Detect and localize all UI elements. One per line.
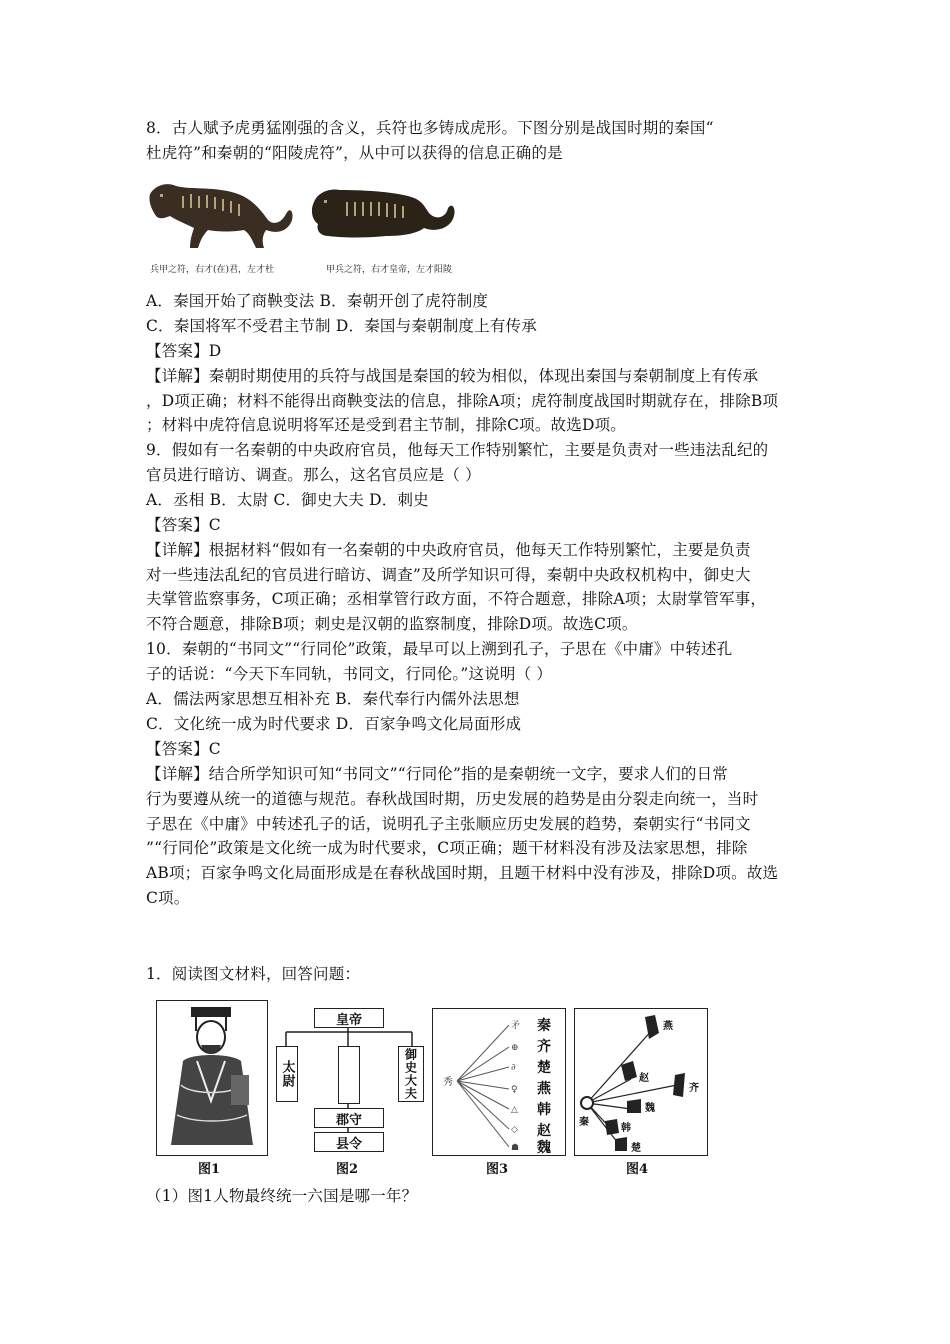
q9-explain-line4: 不符合题意，排除B项；刺史是汉朝的监察制度，排除D项。故选C项。 xyxy=(146,615,638,633)
figure-3-label: 图3 xyxy=(486,1162,509,1177)
q10-explain-line3: 子思在《中庸》中转述孔子的话，说明孔子主张顺应历史发展的趋势，秦朝实行“书同文 xyxy=(146,815,751,833)
q10-options-line1: A．儒法两家思想互相补充 B．秦代奉行内儒外法思想 xyxy=(146,690,520,708)
fig4-state-yan: 燕 xyxy=(663,1021,673,1032)
q9-answer: 【答案】C xyxy=(146,516,221,534)
fig4-state-qi: 齐 xyxy=(689,1083,699,1094)
q10-explain-line4: ”“行同伦”政策是文化统一成为时代要求，C项正确；题干材料没有涉及法家思想，排除 xyxy=(146,839,748,857)
svg-text:△: △ xyxy=(511,1105,518,1115)
org-box-taiwei: 太尉 xyxy=(276,1046,298,1102)
org-box-chancellor-blank xyxy=(338,1046,360,1104)
fig3-state-han: 韩 xyxy=(537,1102,551,1118)
svg-text:矛: 矛 xyxy=(511,1021,521,1031)
q10-explain-line1: 【详解】结合所学知识可知“书同文”“行同伦”指的是秦朝统一文字，要求人们的日常 xyxy=(146,765,728,783)
q10-stem-line1: 10．秦朝的“书同文”“行同伦”政策，最早可以上溯到孔子，子思在《中庸》中转述孔 xyxy=(146,640,733,658)
fig4-state-han: 韩 xyxy=(621,1123,631,1134)
fig4-state-zhao: 赵 xyxy=(639,1073,649,1084)
fig3-state-wei: 魏 xyxy=(537,1140,551,1156)
q8-explain-line3: ；材料中虎符信息说明将军还是受到君主节制，排除C项。故选D项。 xyxy=(146,416,626,434)
org-box-emperor: 皇帝 xyxy=(314,1008,384,1028)
q9-explain-line3: 夫掌管监察事务，C项正确；丞相掌管行政方面，不符合题意，排除A项；太尉掌管军事， xyxy=(146,590,767,608)
fig3-state-qi: 齐 xyxy=(537,1039,551,1055)
q10-stem-line2: 子的话说：“今天下车同轨，书同文，行同伦。”这说明（ ） xyxy=(146,665,553,683)
q9-explain-line2: 对一些违法乱纪的官员进行暗访、调查”及所学知识可得，秦朝中央政权机构中，御史大 xyxy=(146,566,751,584)
svg-text:☗: ☗ xyxy=(511,1143,520,1153)
q8-options-line2: C．秦国将军不受君主节制 D．秦国与秦朝制度上有传承 xyxy=(146,317,537,335)
fig3-state-yan: 燕 xyxy=(537,1081,551,1097)
fig4-state-qin: 秦 xyxy=(579,1117,589,1128)
q1-sub-question-1: （1）图1人物最终统一六国是哪一年？ xyxy=(146,1187,418,1205)
svg-text:秀: 秀 xyxy=(443,1077,453,1088)
yangling-tally-caption: 甲兵之符，右才皇帝，左才阳陵 xyxy=(326,265,453,275)
org-box-junshou: 郡守 xyxy=(314,1108,384,1128)
figure-4-conquest-map xyxy=(574,1008,708,1156)
svg-text:♀: ♀ xyxy=(511,1085,518,1095)
figure-2-label: 图2 xyxy=(336,1162,359,1177)
q8-options-line1: A．秦国开始了商鞅变法 B．秦朝开创了虎符制度 xyxy=(146,292,489,310)
fig3-state-chu: 楚 xyxy=(537,1060,551,1076)
fig3-state-qin: 秦 xyxy=(537,1018,551,1034)
figure-1-label: 图1 xyxy=(198,1162,221,1177)
q9-explain-line1: 【详解】根据材料“假如有一名秦朝的中央政府官员，他每天工作特别繁忙，主要是负责 xyxy=(146,541,751,559)
q10-explain-line2: 行为要遵从统一的道德与规范。春秋战国时期，历史发展的趋势是由分裂走向统一，当时 xyxy=(146,790,759,808)
figure-1-portrait xyxy=(156,1000,268,1156)
q8-stem-line2: 杜虎符”和秦朝的“阳陵虎符”，从中可以获得的信息正确的是 xyxy=(146,144,563,162)
q8-stem-line1: 8．古人赋予虎勇猛刚强的含义，兵符也多铸成虎形。下图分别是战国时期的秦国“ xyxy=(146,119,714,137)
du-tiger-tally-image xyxy=(146,176,296,256)
yangling-tiger-tally-image xyxy=(306,180,456,242)
emperor-portrait-drawing xyxy=(161,1005,263,1151)
svg-text:∂: ∂ xyxy=(511,1063,516,1073)
org-box-yushi-dafu: 御史大夫 xyxy=(398,1046,424,1102)
figure-2-org-chart xyxy=(274,1002,426,1154)
fig3-state-zhao: 赵 xyxy=(537,1123,551,1139)
q10-answer: 【答案】C xyxy=(146,740,221,758)
q1-intro: 1．阅读图文材料，回答问题： xyxy=(146,965,361,983)
q10-explain-line6: C项。 xyxy=(146,889,190,907)
figure-3-scripts xyxy=(432,1008,566,1156)
svg-text:⊕: ⊕ xyxy=(511,1043,519,1053)
org-box-xianling: 县令 xyxy=(314,1132,384,1152)
q8-explain-line1: 【详解】秦朝时期使用的兵符与战国是秦国的较为相似，体现出秦国与秦朝制度上有传承 xyxy=(146,367,759,385)
q10-options-line2: C．文化统一成为时代要求 D．百家争鸣文化局面形成 xyxy=(146,715,522,733)
fig4-state-chu: 楚 xyxy=(631,1143,641,1154)
q9-stem-line2: 官员进行暗访、调查。那么，这名官员应是（ ） xyxy=(146,466,481,484)
q8-explain-line2: ，D项正确；材料不能得出商鞅变法的信息，排除A项；虎符制度战国时期就存在，排除B项 xyxy=(146,392,779,410)
figure-4-label: 图4 xyxy=(626,1162,649,1177)
q10-explain-line5: AB项；百家争鸣文化局面形成是在春秋战国时期，且题干材料中没有涉及，排除D项。故选 xyxy=(146,864,779,882)
q9-stem-line1: 9．假如有一名秦朝的中央政府官员，他每天工作特别繁忙，主要是负责对一些违法乱纪的 xyxy=(146,441,769,459)
q8-answer: 【答案】D xyxy=(146,342,222,360)
q9-options: A．丞相 B．太尉 C．御史大夫 D．刺史 xyxy=(146,491,429,509)
svg-text:◇: ◇ xyxy=(511,1125,518,1135)
du-tally-caption: 兵甲之符，右才(在)君，左才杜 xyxy=(150,265,275,275)
fig4-state-wei: 魏 xyxy=(645,1103,655,1114)
